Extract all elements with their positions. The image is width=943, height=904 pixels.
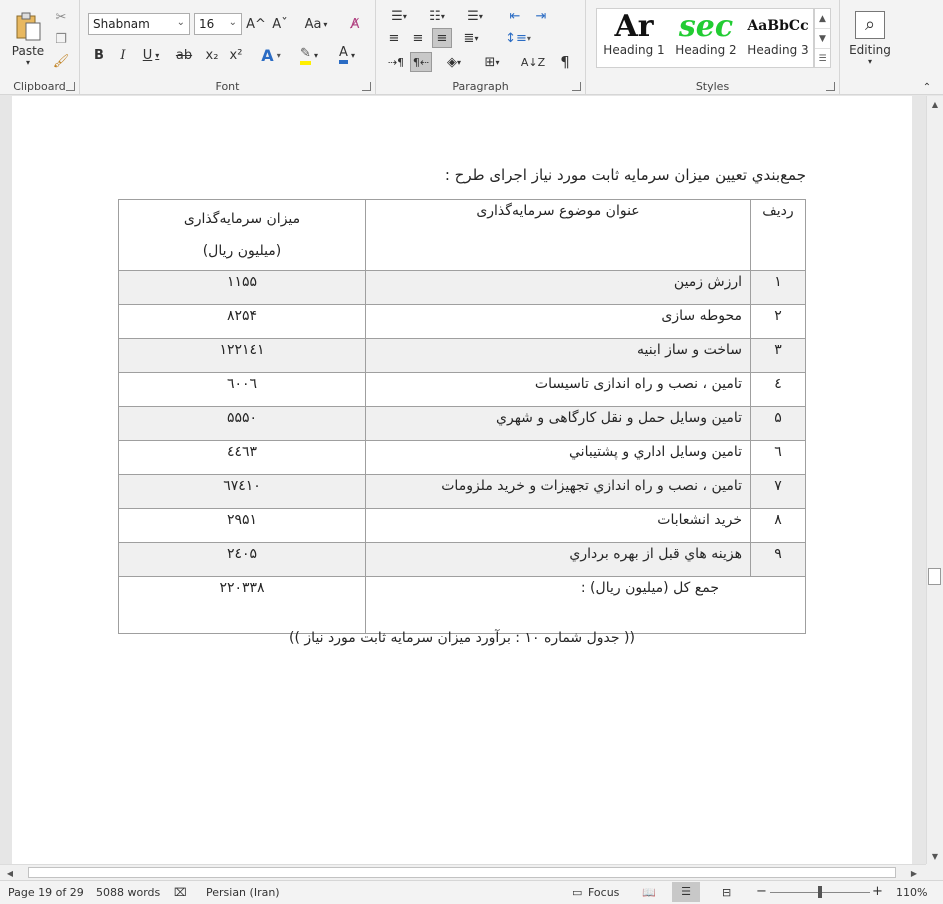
row-title: تامين وسايل اداري و پشتيباني [366, 441, 751, 475]
align-right-icon: ≡ [436, 30, 448, 46]
style-heading-2[interactable] [671, 9, 741, 67]
borders-icon: ⊞ [484, 54, 496, 70]
paste-label: Paste [11, 43, 45, 58]
paragraph-group [376, 0, 586, 95]
paint-bucket-icon: ◈ [446, 54, 457, 70]
vertical-scrollbar[interactable] [926, 96, 943, 864]
table-row [119, 543, 806, 577]
zoom-slider-thumb[interactable] [818, 886, 822, 898]
chevron-down-icon: ▾ [867, 56, 872, 66]
row-title: تامين وسايل حمل و نقل كارگاهى و شهري [366, 407, 751, 441]
strikethrough-label: ab [175, 47, 193, 63]
decrease-indent-icon: ⇤ [509, 8, 521, 24]
paste-icon [14, 12, 42, 42]
row-value: ٦۰۰٦ [119, 373, 366, 407]
table-row [119, 305, 806, 339]
shrink-font-button[interactable] [270, 13, 290, 35]
chevron-down-icon: ▼ [819, 33, 826, 44]
multilevel-list-button[interactable] [460, 6, 490, 26]
shading-button[interactable] [438, 52, 470, 72]
paragraph-launcher-icon[interactable] [572, 82, 581, 91]
row-title: ساخت و ساز ابنيه [366, 339, 751, 373]
search-icon: ⌕ [855, 11, 885, 39]
chevron-up-icon: ⌃ [922, 81, 932, 93]
chevron-down-icon: ▾ [276, 50, 281, 60]
clipboard-launcher-icon[interactable] [66, 82, 75, 91]
chevron-down-icon: ▾ [474, 33, 479, 43]
bullets-button[interactable] [384, 6, 414, 26]
ltr-paragraph-icon: ⇢¶ [387, 55, 405, 69]
scroll-right-button[interactable] [906, 865, 922, 881]
triangle-down-icon: ▼ [931, 851, 939, 861]
align-right-button[interactable] [432, 28, 452, 48]
header-value-line2: (ميليون ريال) [202, 243, 282, 259]
styles-gallery-scroll [814, 8, 831, 68]
font-name-combo[interactable] [88, 13, 190, 35]
table-total-row [119, 577, 806, 634]
document-area [0, 96, 926, 864]
row-value: ۵۵۵۰ [119, 407, 366, 441]
document-page[interactable] [12, 96, 912, 864]
scissors-icon: ✂ [55, 9, 67, 25]
increase-indent-icon: ⇥ [535, 8, 547, 24]
gallery-up-button[interactable] [815, 9, 830, 29]
subscript-button[interactable] [200, 44, 224, 66]
underline-button[interactable] [136, 44, 166, 66]
table-header-row [119, 200, 806, 271]
scrollbar-corner [926, 864, 943, 880]
ltr-button[interactable] [384, 52, 408, 72]
chevron-down-icon: ▾ [402, 11, 407, 21]
copy-icon: ❐ [55, 31, 67, 47]
style-heading-1[interactable] [599, 9, 669, 67]
pilcrow-icon: ¶ [560, 53, 570, 71]
paste-button[interactable] [6, 6, 50, 72]
table-row [119, 407, 806, 441]
bold-label: B [94, 47, 104, 63]
styles-group-label: Styles [695, 80, 730, 93]
table-row [119, 509, 806, 543]
row-value: ۲٤۰۵ [119, 543, 366, 577]
focus-icon: ▭ [572, 886, 583, 899]
superscript-label: x² [229, 47, 243, 63]
header-index: رديف [751, 200, 806, 271]
paragraph-group-label: Paragraph [452, 80, 509, 93]
styles-gallery [596, 8, 814, 68]
editing-group [840, 0, 900, 95]
row-value: ۸۲۵۴ [119, 305, 366, 339]
scroll-left-button[interactable] [2, 865, 18, 881]
chevron-down-icon: ▾ [526, 33, 531, 43]
style-heading-1-name: Heading 1 [603, 43, 665, 57]
table-row [119, 373, 806, 407]
row-title: خريد انشعابات [366, 509, 751, 543]
clear-formatting-button[interactable] [344, 13, 366, 35]
style-heading-1-preview: Ar [614, 9, 654, 43]
ribbon [0, 0, 943, 95]
numbering-button[interactable] [422, 6, 452, 26]
zoom-in-button[interactable]: + [872, 884, 883, 899]
zoom-out-button[interactable]: − [756, 884, 767, 899]
gallery-more-button[interactable] [815, 49, 830, 69]
sort-button[interactable] [522, 52, 544, 72]
rtl-button[interactable] [410, 52, 432, 72]
chevron-down-icon: ▾ [478, 11, 483, 21]
increase-indent-button[interactable] [530, 6, 552, 26]
row-title: تامين ، نصب و راه اندازي تجهيزات و خريد ملزومات [366, 475, 751, 509]
grow-font-button[interactable] [246, 13, 266, 35]
vertical-scroll-thumb[interactable] [928, 568, 941, 585]
chevron-down-icon: ▾ [350, 50, 355, 60]
superscript-button[interactable] [224, 44, 248, 66]
copy-button[interactable] [52, 30, 70, 48]
triangle-left-icon: ◀ [6, 868, 14, 878]
row-title: محوطه سازى [366, 305, 751, 339]
proofing-icon[interactable]: ⌧ [174, 886, 187, 899]
more-icon: ☰ [818, 54, 827, 64]
borders-button[interactable] [476, 52, 508, 72]
row-value: ۲۹۵۱ [119, 509, 366, 543]
status-bar [0, 880, 943, 904]
font-group [80, 0, 376, 95]
text-effects-icon: A [261, 45, 274, 65]
row-index: ۵ [751, 407, 806, 441]
decrease-indent-button[interactable] [504, 6, 526, 26]
editing-label: Editing [849, 42, 891, 57]
word-count[interactable]: 5088 words [96, 886, 161, 899]
chevron-down-icon: ▾ [313, 50, 318, 60]
line-spacing-icon: ↕≡ [505, 30, 527, 46]
table-row [119, 271, 806, 305]
bullets-icon: ☰ [391, 8, 403, 24]
style-heading-3-preview: AaBbCc [747, 18, 809, 34]
numbering-icon: ☷ [429, 8, 441, 24]
table-caption: (( جدول شماره ۱۰ : برآورد ميزان سرمايه ثابت مورد نياز )) [289, 630, 635, 646]
underline-label: U [142, 47, 153, 63]
row-value: ٤٤٦۳ [119, 441, 366, 475]
change-case-label: Aa [304, 16, 322, 32]
clipboard-group [0, 0, 80, 95]
chevron-down-icon: ▾ [440, 11, 445, 21]
gallery-down-button[interactable] [815, 29, 830, 49]
total-value: ۲۲۰۳۳۸ [119, 577, 366, 634]
triangle-up-icon: ▲ [931, 99, 939, 109]
cut-button[interactable] [52, 8, 70, 26]
chevron-down-icon: ▾ [323, 19, 328, 29]
row-index: ۲ [751, 305, 806, 339]
scroll-down-button[interactable] [927, 848, 943, 864]
justify-button[interactable] [456, 28, 486, 48]
chevron-down-icon: ▾ [155, 50, 160, 60]
horizontal-scrollbar[interactable] [0, 864, 926, 880]
scroll-up-button[interactable] [927, 96, 943, 112]
sort-az-icon: A↓Z [520, 55, 546, 69]
row-index: ٦ [751, 441, 806, 475]
grow-font-icon: A^ [246, 16, 266, 32]
align-center-button[interactable] [408, 28, 428, 48]
focus-button[interactable]: Focus [588, 886, 620, 899]
chevron-up-icon: ▲ [819, 13, 826, 24]
row-index: ٤ [751, 373, 806, 407]
font-color-button[interactable] [330, 44, 364, 66]
triangle-right-icon: ▶ [910, 868, 918, 878]
header-value-line1: ميزان سرمايه‌گذارى [183, 211, 301, 227]
header-value [119, 200, 366, 271]
chevron-down-icon: ▾ [456, 57, 461, 67]
font-size-combo[interactable] [194, 13, 242, 35]
style-heading-2-name: Heading 2 [675, 43, 737, 57]
paintbrush-icon: 🖌 [52, 53, 70, 69]
collapse-ribbon-button[interactable] [918, 80, 936, 94]
row-index: ۷ [751, 475, 806, 509]
align-left-icon: ≡ [388, 30, 400, 46]
rtl-paragraph-icon: ¶⇠ [412, 55, 430, 69]
clear-formatting-icon: A̸ [350, 16, 360, 32]
subscript-label: x₂ [205, 47, 219, 63]
row-index: ۱ [751, 271, 806, 305]
italic-label: I [120, 47, 126, 63]
table-row [119, 441, 806, 475]
row-value: ٦۷٤۱۰ [119, 475, 366, 509]
document-heading: جمع‌بندي تعيين ميزان سرمايه ثابت مورد نياز اجراى طرح : [444, 166, 806, 184]
row-index: ۹ [751, 543, 806, 577]
header-title: عنوان موضوع سرمايه‌گذارى [366, 200, 751, 271]
line-spacing-button[interactable] [502, 28, 534, 48]
align-center-icon: ≡ [412, 30, 424, 46]
row-index: ۸ [751, 509, 806, 543]
align-left-button[interactable] [384, 28, 404, 48]
styles-launcher-icon[interactable] [826, 82, 835, 91]
font-color-icon: A [339, 46, 348, 64]
style-heading-3-name: Heading 3 [747, 43, 809, 57]
paste-chevron-icon: ▾ [25, 57, 30, 67]
font-launcher-icon[interactable] [362, 82, 371, 91]
format-painter-button[interactable] [52, 52, 70, 70]
row-index: ۳ [751, 339, 806, 373]
investment-table [118, 199, 806, 634]
strikethrough-button[interactable] [172, 44, 196, 66]
clipboard-group-label: Clipboard [13, 80, 66, 93]
language-indicator[interactable]: Persian (Iran) [206, 886, 280, 899]
table-row [119, 475, 806, 509]
row-value: ۱۱۵۵ [119, 271, 366, 305]
print-layout-icon[interactable]: ☰ [672, 882, 700, 902]
row-title: هزينه هاي قبل از بهره برداري [366, 543, 751, 577]
font-name-value: Shabnam [93, 17, 150, 31]
read-mode-icon[interactable]: 📖 [642, 886, 656, 899]
font-group-label: Font [215, 80, 240, 93]
highlighter-icon: ✎ [300, 46, 311, 65]
justify-icon: ≣ [463, 30, 475, 46]
bold-button[interactable] [88, 44, 110, 66]
web-layout-icon[interactable]: ⊟ [722, 886, 732, 899]
row-value: ۱۲۲۱٤۱ [119, 339, 366, 373]
shrink-font-icon: Aˇ [272, 16, 288, 32]
font-size-value: 16 [199, 17, 215, 31]
text-effects-button[interactable] [254, 44, 288, 66]
row-title: تامين ، نصب و راه اندازى تاسيسات [366, 373, 751, 407]
total-label: جمع كل (ميليون ريال) : [366, 577, 806, 634]
page-count[interactable]: Page 19 of 29 [8, 886, 84, 899]
style-heading-3[interactable] [743, 9, 813, 67]
change-case-button[interactable] [300, 13, 332, 35]
style-heading-2-preview: sec [678, 9, 734, 43]
chevron-down-icon: ⌄ [176, 17, 185, 28]
horizontal-scroll-thumb[interactable] [28, 867, 896, 878]
chevron-down-icon: ▾ [495, 57, 500, 67]
zoom-level[interactable]: 110% [896, 886, 928, 899]
row-title: ارزش زمين [366, 271, 751, 305]
table-row [119, 339, 806, 373]
highlight-button[interactable] [292, 44, 326, 66]
italic-button[interactable] [112, 44, 134, 66]
multilevel-list-icon: ☰ [467, 8, 479, 24]
chevron-down-icon: ⌄ [228, 17, 237, 28]
editing-button[interactable] [846, 6, 894, 70]
show-marks-button[interactable] [554, 52, 576, 72]
